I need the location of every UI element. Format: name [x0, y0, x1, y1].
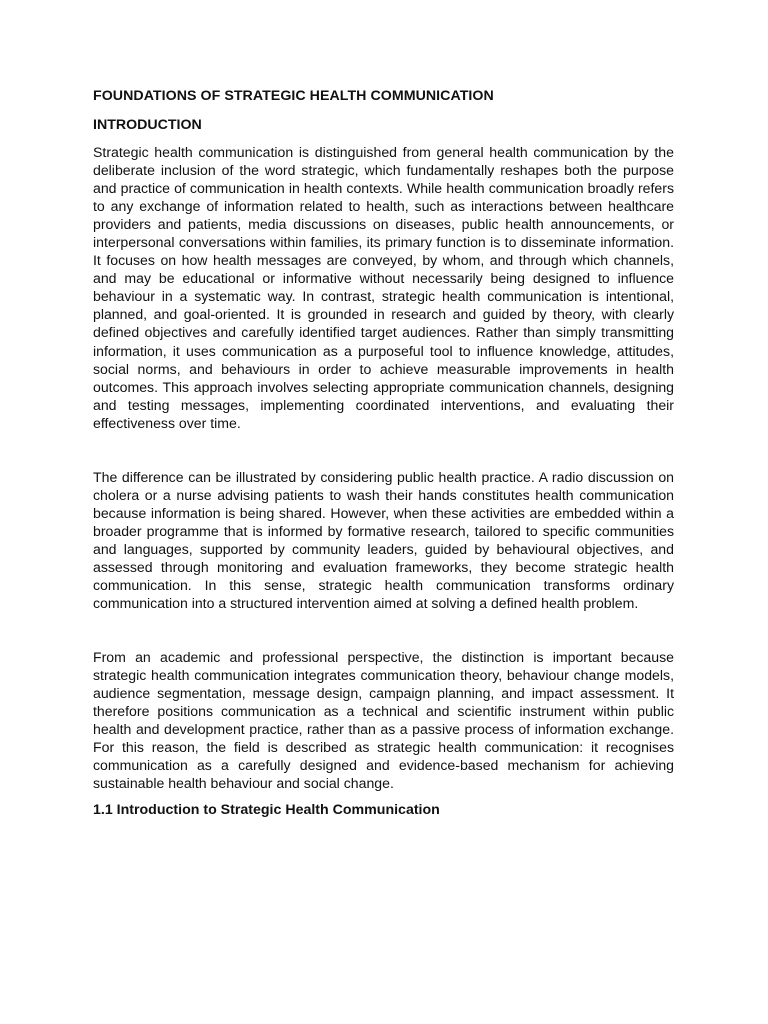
section-heading-introduction: INTRODUCTION: [93, 117, 202, 133]
paragraph-2: The difference can be illustrated by considering public health practice. A radio discussion on cholera or a nurse advising patients to wash their hands constitutes health communication because information is being shared. However, when these activities are embedded within a broader programme that is informed by formative research, tailored to specific communities and languages, supported by community leaders, guided by behavioural objectives, and assessed through monitoring and evaluation frameworks, they become strategic health communication. In this sense, strategic health communication transforms ordinary communication into a structured intervention aimed at solving a defined health problem.: [93, 468, 674, 612]
paragraph-1: Strategic health communication is distinguished from general health communication by the deliberate inclusion of the word strategic, which fundamentally reshapes both the purpose and practice of communication in health contexts. While health communication broadly refers to any exchange of information related to health, such as interactions between healthcare providers and patients, media discussions on diseases, public health announcements, or interpersonal conversations within families, its primary function is to disseminate information. It focuses on how health messages are conveyed, by whom, and through which channels, and may be educational or informative without necessarily being designed to influence behaviour in a systematic way. In contrast, strategic health communication is intentional, planned, and goal-oriented. It is grounded in research and guided by theory, with clearly defined objectives and carefully identified target audiences. Rather than simply transmitting information, it uses communication as a purposeful tool to influence knowledge, attitudes, social norms, and behaviours in order to achieve measurable improvements in health outcomes. This approach involves selecting appropriate communication channels, designing and testing messages, implementing coordinated interventions, and evaluating their effectiveness over time.: [93, 144, 674, 431]
subsection-heading-1-1: 1.1 Introduction to Strategic Health Communication: [93, 801, 440, 818]
document-title: FOUNDATIONS OF STRATEGIC HEALTH COMMUNICATION: [93, 88, 494, 104]
paragraph-3: From an academic and professional perspective, the distinction is important because strategic health communication integrates communication theory, behaviour change models, audience segmentation, message design, campaign planning, and impact assessment. It therefore positions communication as a technical and scientific instrument within public health and development practice, rather than as a passive process of information exchange. For this reason, the field is described as strategic health communication: it recognises communication as a carefully designed and evidence-based mechanism for achieving sustainable health behaviour and social change.: [93, 649, 674, 792]
document-body: [93, 86, 674, 820]
